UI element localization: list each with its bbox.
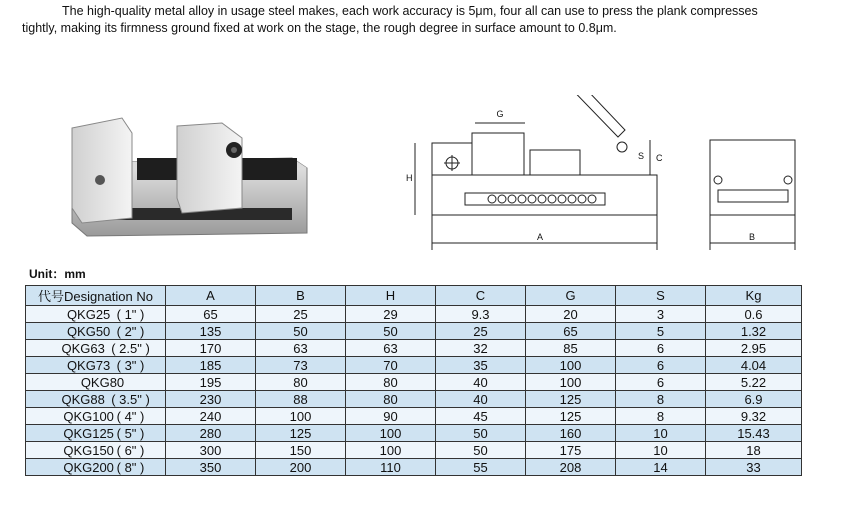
cell-s: 5 [616, 323, 706, 340]
model-cell [26, 442, 166, 459]
cell-g: 175 [526, 442, 616, 459]
table-row [26, 408, 802, 425]
cell-g: 125 [526, 391, 616, 408]
cell-g: 65 [526, 323, 616, 340]
vise-product-photo [62, 108, 312, 238]
model-size: ( 3" ) [116, 357, 145, 373]
cell-a: 300 [166, 442, 256, 459]
table-row [26, 357, 802, 374]
model-cell [26, 391, 166, 408]
cell-kg: 5.22 [706, 374, 802, 391]
cell-h: 29 [346, 306, 436, 323]
dim-label-a: A [536, 232, 544, 242]
table-row [26, 459, 802, 476]
cell-s: 10 [616, 425, 706, 442]
model-cell [26, 340, 166, 357]
cell-g: 125 [526, 408, 616, 425]
model-size: ( 2.5" ) [111, 340, 150, 356]
cell-g: 20 [526, 306, 616, 323]
dim-label-c: C [656, 153, 663, 163]
model-cell [26, 459, 166, 476]
table-row [26, 425, 802, 442]
model-code: QKG63 [61, 340, 105, 356]
cell-c: 50 [436, 442, 526, 459]
model-size: ( 1" ) [116, 306, 145, 322]
model-cell [26, 306, 166, 323]
model-cell [26, 374, 166, 391]
cell-s: 6 [616, 340, 706, 357]
cell-g: 100 [526, 374, 616, 391]
cell-kg: 6.9 [706, 391, 802, 408]
model-size: ( 5" ) [116, 425, 145, 441]
cell-b: 63 [256, 340, 346, 357]
cell-kg: 9.32 [706, 408, 802, 425]
model-code: QKG150 [63, 442, 114, 458]
cell-c: 9.3 [436, 306, 526, 323]
model-cell [26, 323, 166, 340]
cell-c: 50 [436, 425, 526, 442]
cell-c: 25 [436, 323, 526, 340]
cell-a: 350 [166, 459, 256, 476]
model-size: ( 2" ) [116, 323, 145, 339]
cell-h: 63 [346, 340, 436, 357]
model-code: QKG200 [63, 459, 114, 475]
unit-label: Unit：mm [29, 267, 86, 281]
cell-h: 90 [346, 408, 436, 425]
model-cell [26, 425, 166, 442]
cell-h: 50 [346, 323, 436, 340]
model-code: QKG73 [66, 357, 111, 373]
header-s: S [616, 286, 706, 306]
model-cell [26, 357, 166, 374]
table-header-row [26, 286, 802, 306]
dim-label-g: G [496, 109, 504, 119]
cell-a: 195 [166, 374, 256, 391]
table-row [26, 374, 802, 391]
cell-kg: 15.43 [706, 425, 802, 442]
model-size: ( 3.5" ) [111, 391, 150, 407]
table-row [26, 442, 802, 459]
cell-b: 88 [256, 391, 346, 408]
cell-a: 185 [166, 357, 256, 374]
cell-kg: 2.95 [706, 340, 802, 357]
cell-kg: 18 [706, 442, 802, 459]
model-size: ( 4" ) [116, 408, 145, 424]
cell-b: 100 [256, 408, 346, 425]
cell-s: 8 [616, 391, 706, 408]
cell-a: 240 [166, 408, 256, 425]
dim-label-h: H [406, 173, 413, 183]
model-code: QKG125 [63, 425, 114, 441]
vise-technical-drawing [400, 95, 800, 255]
model-cell [26, 408, 166, 425]
header-a: A [166, 286, 256, 306]
model-code: QKG100 [63, 408, 114, 424]
table-row [26, 391, 802, 408]
cell-b: 200 [256, 459, 346, 476]
cell-a: 230 [166, 391, 256, 408]
header-designation: 代号Designation No [26, 286, 166, 306]
cell-s: 6 [616, 357, 706, 374]
cell-c: 32 [436, 340, 526, 357]
cell-c: 40 [436, 391, 526, 408]
cell-h: 100 [346, 425, 436, 442]
cell-s: 14 [616, 459, 706, 476]
cell-g: 160 [526, 425, 616, 442]
cell-h: 70 [346, 357, 436, 374]
model-size: ( 8" ) [116, 459, 145, 475]
table-row [26, 323, 802, 340]
cell-c: 45 [436, 408, 526, 425]
header-g: G [526, 286, 616, 306]
model-code: QKG25 [66, 306, 111, 322]
cell-b: 80 [256, 374, 346, 391]
cell-a: 135 [166, 323, 256, 340]
cell-a: 280 [166, 425, 256, 442]
cell-g: 85 [526, 340, 616, 357]
cell-a: 65 [166, 306, 256, 323]
cell-s: 10 [616, 442, 706, 459]
cell-b: 125 [256, 425, 346, 442]
header-kg: Kg [706, 286, 802, 306]
model-size: ( 6" ) [116, 442, 145, 458]
cell-kg: 4.04 [706, 357, 802, 374]
cell-b: 25 [256, 306, 346, 323]
header-h: H [346, 286, 436, 306]
cell-b: 150 [256, 442, 346, 459]
header-c: C [436, 286, 526, 306]
specification-table [25, 285, 802, 476]
cell-g: 100 [526, 357, 616, 374]
cell-kg: 1.32 [706, 323, 802, 340]
cell-h: 100 [346, 442, 436, 459]
cell-c: 55 [436, 459, 526, 476]
cell-kg: 33 [706, 459, 802, 476]
cell-a: 170 [166, 340, 256, 357]
cell-h: 80 [346, 374, 436, 391]
cell-h: 110 [346, 459, 436, 476]
cell-c: 40 [436, 374, 526, 391]
cell-b: 73 [256, 357, 346, 374]
description-line-1: The high-quality metal alloy in usage steel makes, each work accuracy is 5μm, four all can use to press the plank compresses [62, 4, 758, 18]
cell-s: 6 [616, 374, 706, 391]
model-code: QKG88 [61, 391, 105, 407]
cell-h: 80 [346, 391, 436, 408]
table-row [26, 306, 802, 323]
cell-g: 208 [526, 459, 616, 476]
model-code: QKG80 [80, 374, 125, 390]
cell-b: 50 [256, 323, 346, 340]
description-line-2: tightly, making its firmness ground fixed at work on the stage, the rough degree in surface amount to 0.8μm. [22, 21, 617, 35]
cell-c: 35 [436, 357, 526, 374]
table-row [26, 340, 802, 357]
model-code: QKG50 [66, 323, 111, 339]
cell-kg: 0.6 [706, 306, 802, 323]
header-b: B [256, 286, 346, 306]
dim-label-b: B [748, 232, 756, 242]
cell-s: 8 [616, 408, 706, 425]
description-text [22, 3, 822, 37]
dim-label-s: S [638, 151, 645, 161]
cell-s: 3 [616, 306, 706, 323]
